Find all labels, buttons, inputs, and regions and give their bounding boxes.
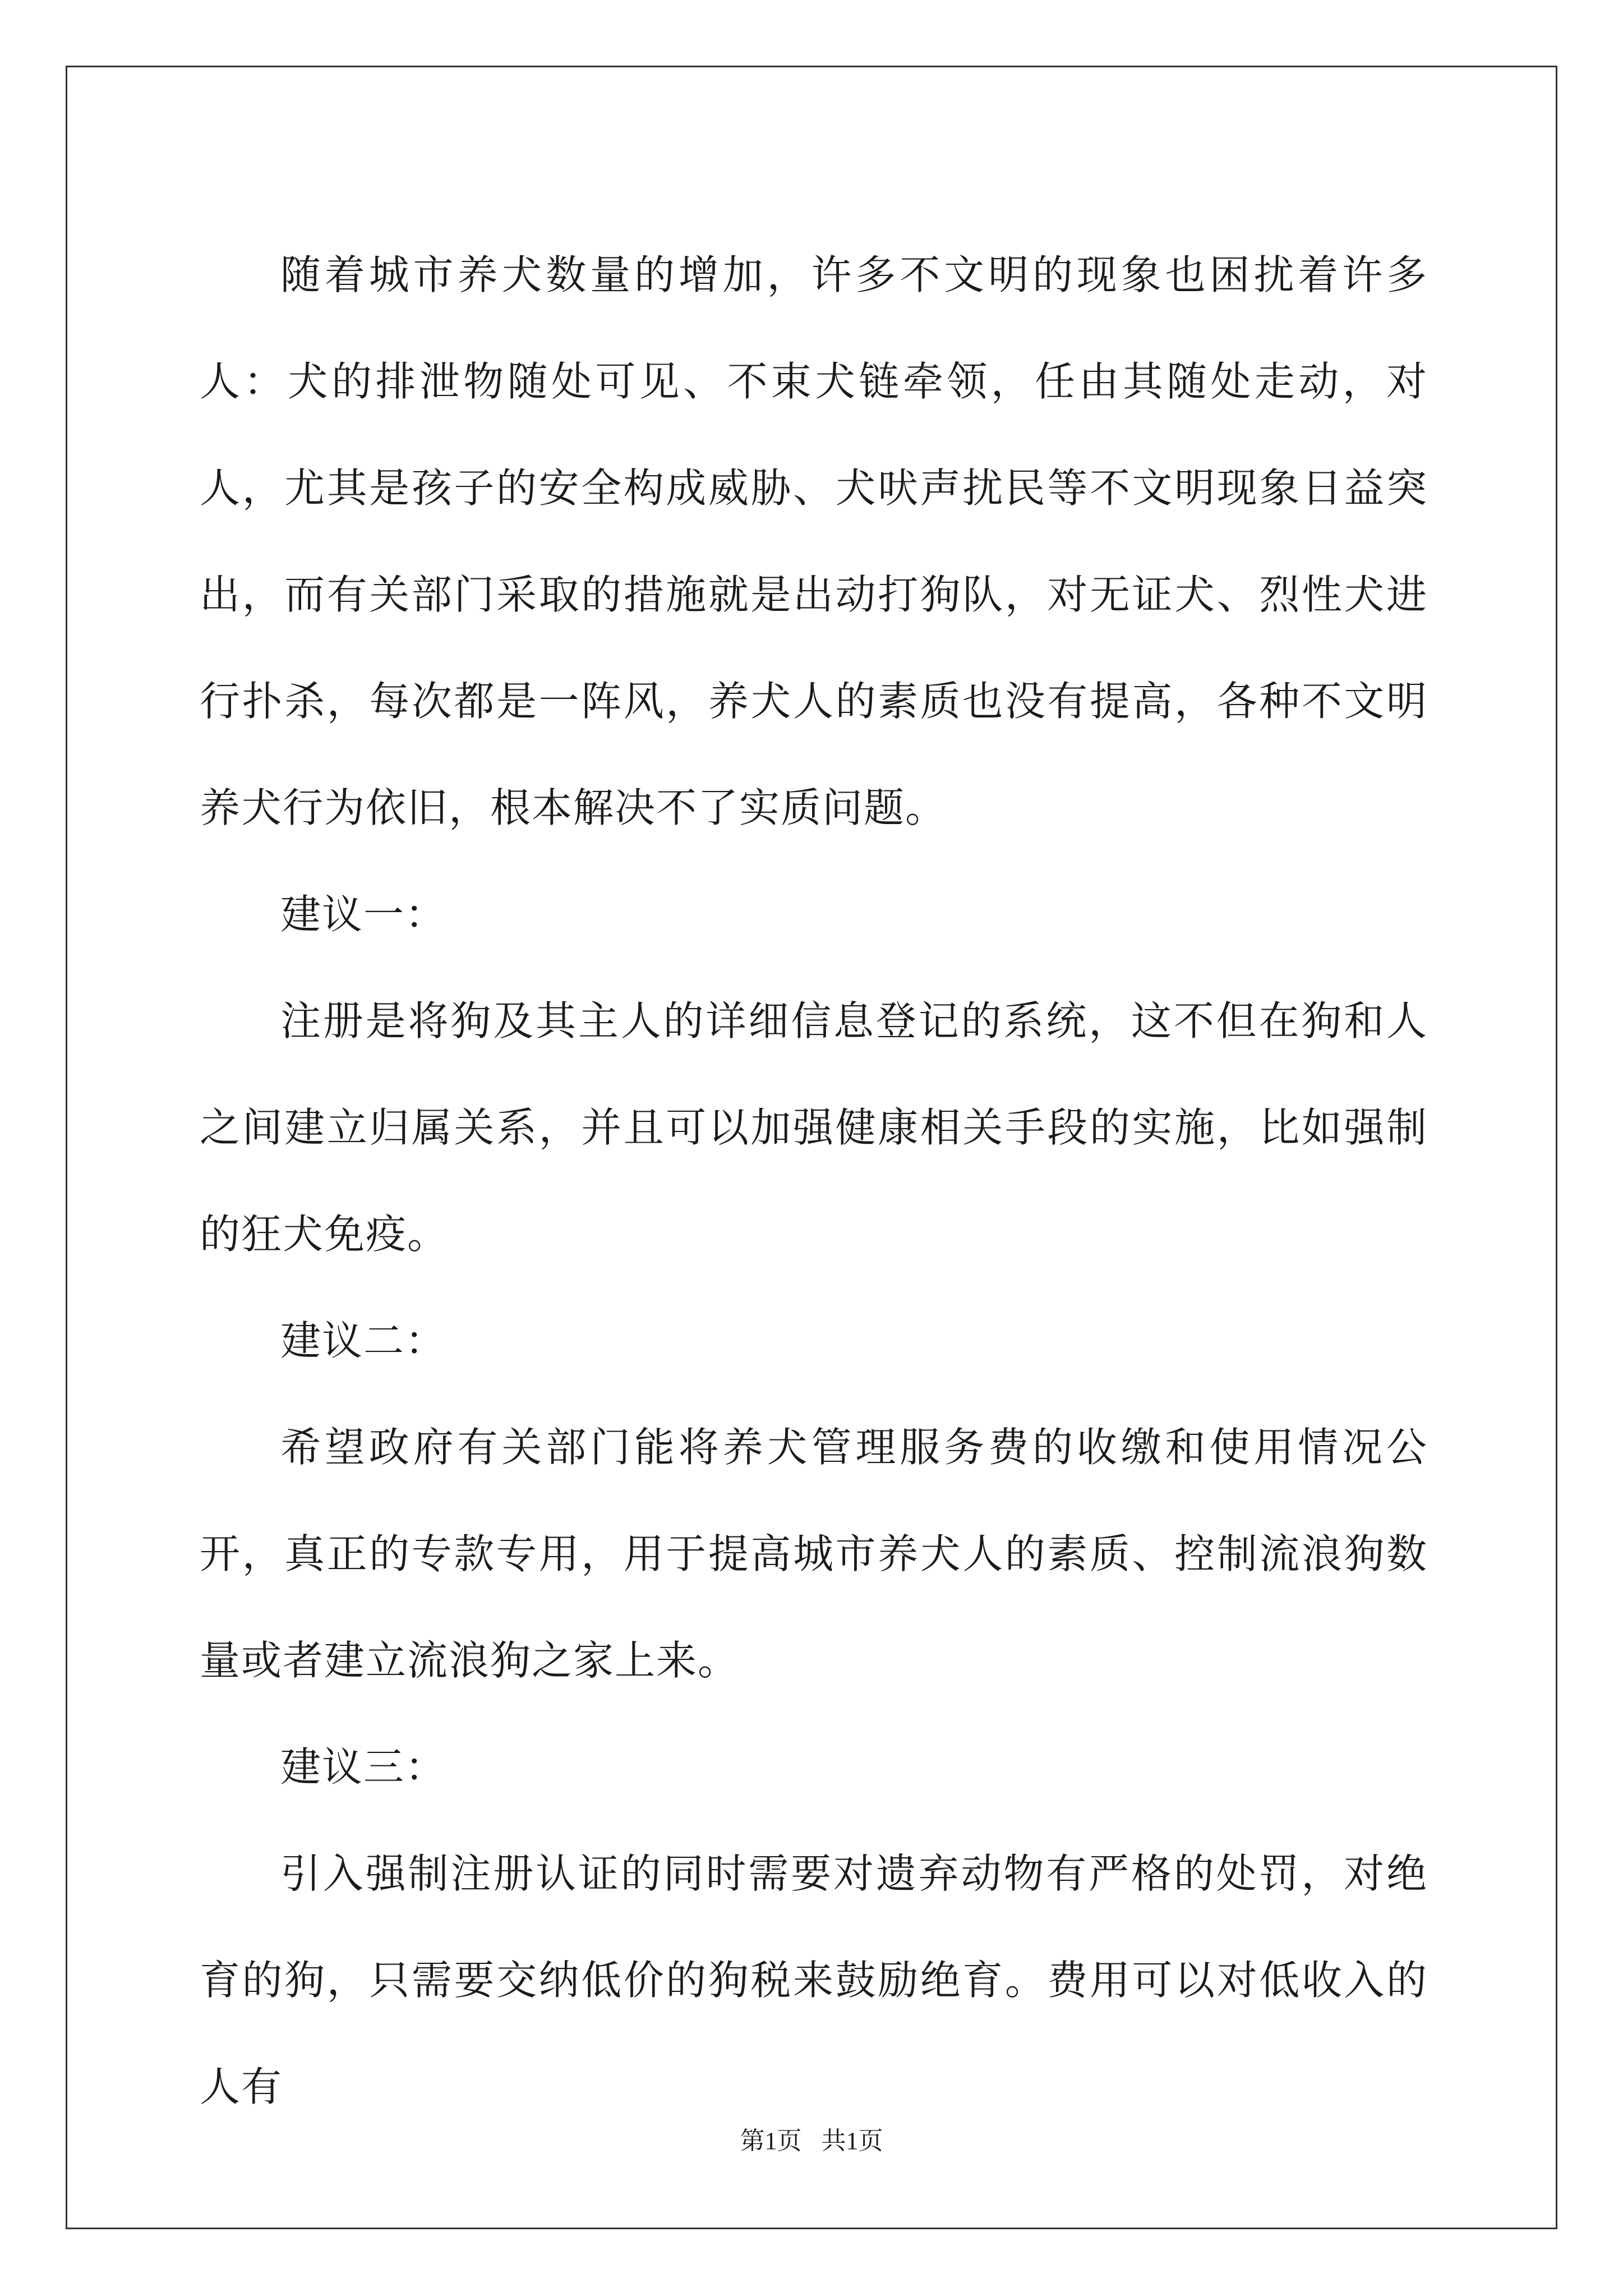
heading-suggestion-three: 建议三： — [280, 1743, 447, 1791]
paragraph-suggestion-one: 注册是将狗及其主人的详细信息登记的系统，这不但在狗和人之间建立归属关系，并且可以加强健康相关手段的实施，比如强制的狂犬免疫。 — [200, 997, 1428, 1258]
page-footer — [0, 2120, 1623, 2156]
page-number: 第1页 — [740, 2127, 802, 2155]
document-body — [200, 222, 1428, 2140]
heading-suggestion-two: 建议二： — [280, 1317, 447, 1364]
heading-suggestion-one: 建议一： — [280, 891, 447, 938]
paragraph-suggestion-two: 希望政府有关部门能将养犬管理服务费的收缴和使用情况公开，真正的专款专用，用于提高城市养犬人的素质、控制流浪狗数量或者建立流浪狗之家上来。 — [200, 1424, 1428, 1684]
paragraph-intro: 随着城市养犬数量的增加，许多不文明的现象也困扰着许多人：犬的排泄物随处可见、不束犬链牵领，任由其随处走动，对人，尤其是孩子的安全构成威胁、犬吠声扰民等不文明现象日益突出，而有关部门采取的措施就是出动打狗队，对无证犬、烈性犬进行扑杀，每次都是一阵风，养犬人的素质也没有提高，各种不文明养犬行为依旧，根本解决不了实质问题。 — [200, 251, 1428, 831]
paragraph-suggestion-three: 引入强制注册认证的同时需要对遗弃动物有严格的处罚，对绝育的狗，只需要交纳低价的狗税来鼓励绝育。费用可以对低收入的人有 — [200, 1850, 1428, 2110]
page-total: 共1页 — [821, 2127, 883, 2155]
